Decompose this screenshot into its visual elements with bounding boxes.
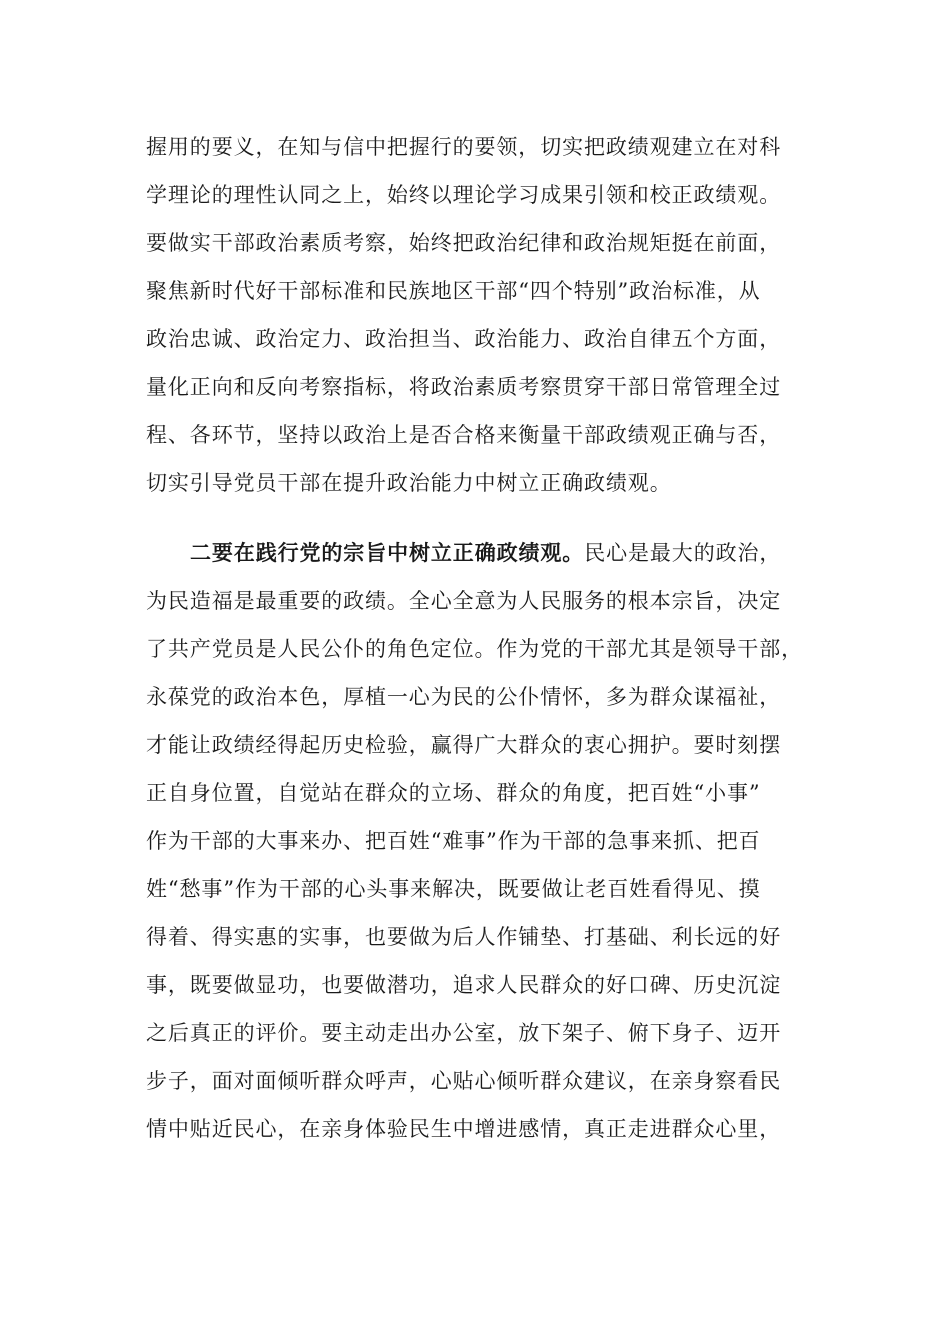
paragraph-2-line-13: 情中贴近民心，在亲身体验民生中增进感情，真正走进群众心里， bbox=[146, 1117, 782, 1141]
paragraph-2-line-12: 步子，面对面倾听群众呼声，心贴心倾听群众建议，在亲身察看民 bbox=[146, 1069, 782, 1093]
paragraph-1-line-7: 程、各环节，坚持以政治上是否合格来衡量干部政绩观正确与否， bbox=[146, 423, 782, 447]
paragraph-1-line-1: 握用的要义，在知与信中把握行的要领，切实把政绩观建立在对科 bbox=[146, 135, 782, 159]
paragraph-2-line-6: 正自身位置，自觉站在群众的立场、群众的角度，把百姓“小事” bbox=[146, 781, 761, 805]
paragraph-1-line-3: 要做实干部政治素质考察，始终把政治纪律和政治规矩挺在前面， bbox=[146, 231, 782, 255]
paragraph-2-line-7: 作为干部的大事来办、把百姓“难事”作为干部的急事来抓、把百 bbox=[146, 829, 761, 853]
paragraph-2-line-9: 得着、得实惠的实事，也要做为后人作铺垫、打基础、利长远的好 bbox=[146, 925, 782, 949]
paragraph-1-line-8: 切实引导党员干部在提升政治能力中树立正确政绩观。 bbox=[146, 471, 672, 495]
paragraph-2-line-5: 才能让政绩经得起历史检验，赢得广大群众的衷心拥护。要时刻摆 bbox=[146, 733, 782, 757]
paragraph-1-line-6: 量化正向和反向考察指标，将政治素质考察贯穿干部日常管理全过 bbox=[146, 375, 782, 399]
paragraph-2-line-2: 为民造福是最重要的政绩。全心全意为人民服务的根本宗旨，决定 bbox=[146, 589, 782, 613]
paragraph-2-line-3: 了共产党员是人民公仆的角色定位。作为党的干部尤其是领导干部， bbox=[146, 637, 803, 661]
paragraph-2-line-11: 之后真正的评价。要主动走出办公室，放下架子、俯下身子、迈开 bbox=[146, 1021, 782, 1045]
paragraph-2-heading: 二要在践行党的宗旨中树立正确政绩观。 bbox=[190, 540, 585, 565]
paragraph-2-line-4: 永葆党的政治本色，厚植一心为民的公仆情怀，多为群众谋福祉， bbox=[146, 685, 782, 709]
paragraph-2-first-line-rest: 民心是最大的政治， bbox=[584, 541, 782, 565]
paragraph-1-line-2: 学理论的理性认同之上，始终以理论学习成果引领和校正政绩观。 bbox=[146, 183, 782, 207]
paragraph-2-line-10: 事，既要做显功，也要做潜功，追求人民群众的好口碑、历史沉淀 bbox=[146, 973, 782, 997]
paragraph-2-line-1 bbox=[190, 538, 781, 568]
paragraph-2-line-8: 姓“愁事”作为干部的心头事来解决，既要做让老百姓看得见、摸 bbox=[146, 877, 761, 901]
paragraph-1-line-5: 政治忠诚、政治定力、政治担当、政治能力、政治自律五个方面， bbox=[146, 327, 782, 351]
paragraph-1-line-4: 聚焦新时代好干部标准和民族地区干部“四个特别”政治标准，从 bbox=[146, 279, 761, 303]
